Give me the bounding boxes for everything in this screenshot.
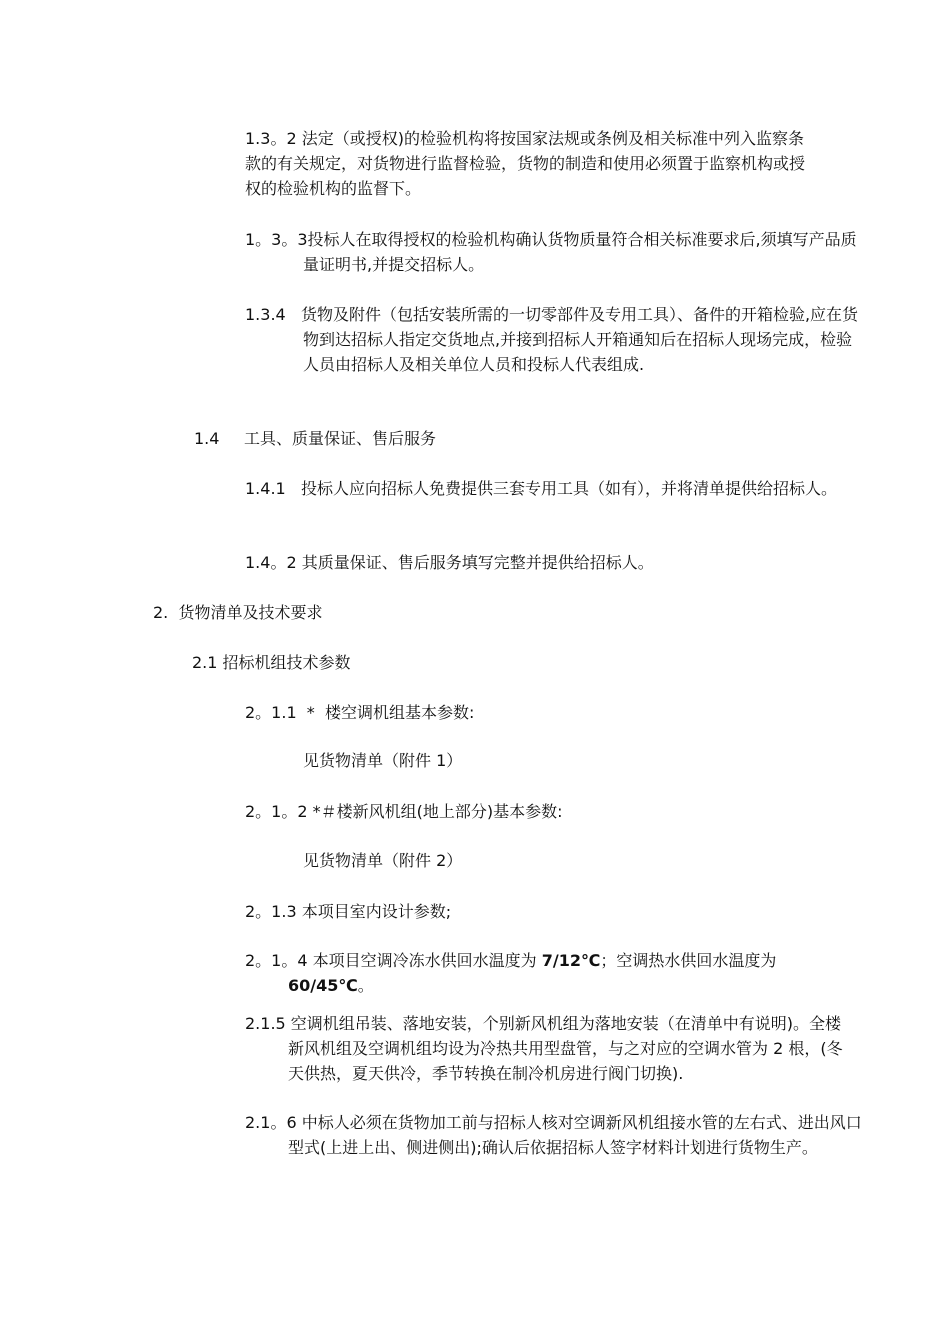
paragraph-text: 本项目空调冷冻水供回水温度为 (312, 951, 542, 970)
paragraph-1-3-2 (245, 126, 810, 201)
paragraph-2-1-2 (245, 799, 810, 824)
hot-water-temperature: 60/45℃ (288, 976, 358, 995)
paragraph-1-3-3 (245, 227, 868, 277)
reference-text: 见货物清单（附件 2） (303, 851, 463, 870)
paragraph-text: *＃楼新风机组(地上部分)基本参数: (312, 802, 563, 821)
section-number: 1.4 (194, 429, 220, 448)
continuation-line (245, 973, 810, 998)
reference-text: 见货物清单（附件 1） (303, 751, 463, 770)
paragraph-2-1-5 (245, 1011, 853, 1086)
section-number: 2.1 (192, 653, 223, 672)
reference-attachment-1 (303, 748, 803, 773)
paragraph-text: 其质量保证、售后服务填写完整并提供给招标人。 (301, 553, 654, 572)
paragraph-text: 法定（或授权)的检验机构将按国家法规或条例及相关标准中列入监察条款的有关规定，对货物进行监督检验，货物的制造和使用必须置于监察机构或授权的检验机构的监督下。 (245, 129, 806, 198)
section-number: 1.3。2 (245, 129, 302, 148)
section-number: 2。1。4 (245, 951, 313, 970)
paragraph-1-4-2 (245, 550, 810, 575)
paragraph-text: 楼空调机组基本参数: (324, 703, 475, 722)
section-number: 2。1.3 (245, 902, 302, 921)
paragraph-1-3-4 (245, 302, 868, 377)
heading-text: 工具、质量保证、售后服务 (244, 429, 437, 448)
section-number: 1.4.1 (245, 479, 301, 498)
section-number: 2.1。6 (245, 1113, 302, 1132)
heading-text: 招标机组技术参数 (222, 653, 351, 672)
paragraph-text: 空调机组吊装、落地安装，个别新风机组为落地安装（在清单中有说明)。全楼新风机组及空调机组均设为冷热共用型盘管，与之对应的空调水管为 2 根，(冬天供热，夏天供冷，季节转换在制冷机房进行阀门切换). (288, 1014, 843, 1083)
chilled-water-temperature: 7/12℃ (541, 951, 601, 970)
paragraph-text: 中标人必须在货物加工前与招标人核对空调新风机组接水管的左右式、进出风口型式(上进上出、侧进侧出);确认后依据招标人签字材料计划进行货物生产。 (288, 1113, 862, 1157)
paragraph-2-1-6 (245, 1110, 863, 1160)
paragraph-text: ；空调热水供回水温度为 (600, 951, 777, 970)
paragraph-text: 投标人应向招标人免费提供三套专用工具（如有），并将清单提供给招标人。 (300, 479, 837, 498)
paragraph-text: 货物及附件（包括安装所需的一切零部件及专用工具）、备件的开箱检验,应在货物到达招标人指定交货地点,并接到招标人开箱通知后在招标人现场完成，检验人员由招标人及相关单位人员和投标人代表组成. (300, 305, 859, 374)
paragraph-2-1-4 (245, 948, 810, 998)
heading-text: 货物清单及技术要求 (178, 603, 323, 622)
heading-2 (153, 600, 753, 625)
section-number: 2。1。2 (245, 802, 313, 821)
section-number: 2.1.5 (245, 1014, 291, 1033)
paragraph-2-1-3 (245, 899, 810, 924)
heading-2-1 (192, 650, 792, 675)
section-number: 2。1.1 * (245, 703, 325, 722)
section-number: 1.4。2 (245, 553, 302, 572)
section-number: 2. (153, 603, 179, 622)
paragraph-1-4-1 (245, 476, 868, 501)
paragraph-text: 。 (357, 976, 374, 995)
paragraph-text: 投标人在取得授权的检验机构确认货物质量符合相关标准要求后,须填写产品质量证明书,并提交招标人。 (303, 230, 857, 274)
heading-1-4 (194, 426, 754, 451)
section-number: 1。3。3 (245, 230, 308, 249)
reference-attachment-2 (303, 848, 803, 873)
section-number: 1.3.4 (245, 305, 301, 324)
paragraph-2-1-1 (245, 700, 810, 725)
paragraph-text: 本项目室内设计参数; (301, 902, 452, 921)
